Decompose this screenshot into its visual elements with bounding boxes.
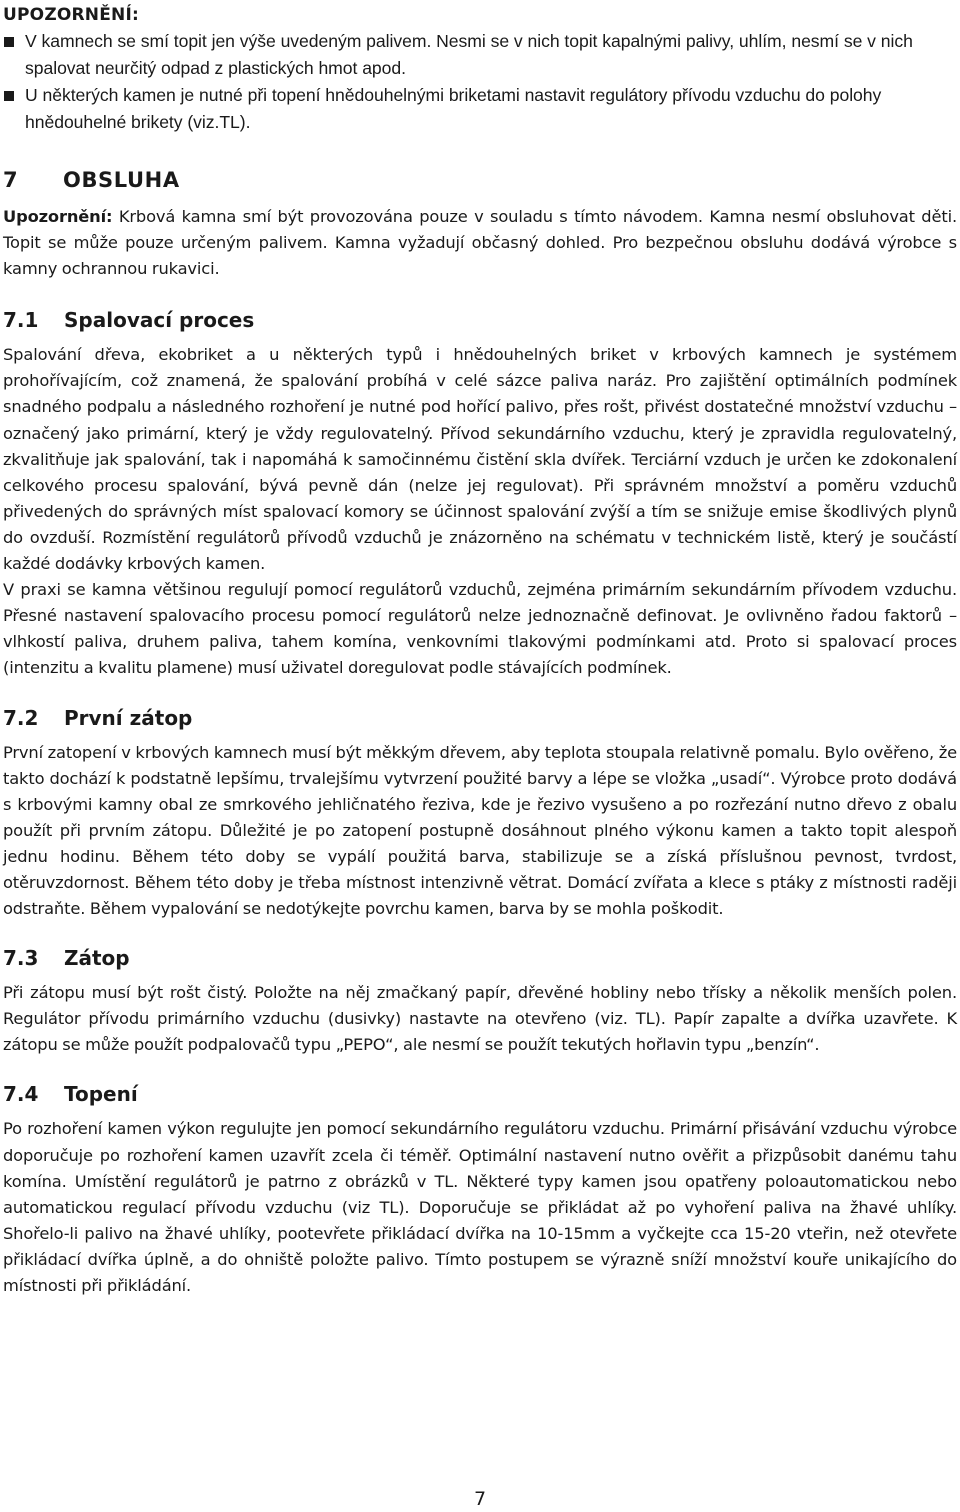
paragraph: Spalování dřeva, ekobriket a u některých typů i hnědouhelných briket v krbových kamnech je systémem prohořívajícím, což znamená, že spalování probíhá v celé sázce paliva naráz. Pro zajištění optimálních podmínek snadného podpalu a následného rozhoření je nutné pod hořící palivo, přes rošt, přivést dostatečné množství vzduchu – označený jako primární, který je vždy regulovatelný. Přívod sekundárního vzduchu, který je zpravidla regulovatelný, zkvalitňuje jak spalování, tak i napomáhá k samočinnému čistění skla dvířek. Terciární vzduch je určen ke zdokonalení celkového procesu spalování, bývá pevně dán (nelze jej regulovat). Při správném množství a poměru vzduchů přivedených do správných míst spalovací komory se účinnost spalování zvýší a tím se snižuje emise škodlivých plynů do ovzduší. Rozmístění regulátorů přívodů vzduchů je znázorněno na schématu v technickém listě, který je součástí každé dodávky krbových kamen. <box>3 345 957 574</box>
subsection-heading <box>3 1080 957 1108</box>
subsection-heading <box>3 944 957 972</box>
warning-title: UPOZORNĚNÍ: <box>3 5 139 25</box>
subsection-title: Topení <box>64 1082 138 1107</box>
section-title: OBSLUHA <box>63 168 180 192</box>
paragraph-text: Krbová kamna smí být provozována pouze v souladu s tímto návodem. Kamna nesmí obsluhovat děti. Topit se může pouze určeným palivem. Kamna vyžadují občasný dohled. Pro bezpečnou obsluhu dodává výrobce s kamny ochrannou rukavici. <box>3 207 957 279</box>
paragraph: Při zátopu musí být rošt čistý. Položte na něj zmačkaný papír, dřevěné hobliny nebo třísky a několik menších polen. Regulátor přívodu primárního vzduchu (dusivky) nastavte na otevřeno (viz. TL). Papír zapalte a dvířka uzavřete. K zátopu se může použít podpalovačů typu „PEPO“, ale nesmí se použít tekutých hořlavin typu „benzín“. <box>3 983 957 1055</box>
paragraph-lead: Upozornění: <box>3 207 113 226</box>
warning-item-text: U některých kamen je nutné při topení hnědouhelnými briketami nastavit regulátory přívodu vzduchu do polohy hnědouhelné brikety (viz.TL). <box>25 85 882 132</box>
subsection-number: 7.3 <box>3 946 39 971</box>
subsection-title: První zátop <box>64 705 193 730</box>
paragraph: V praxi se kamna většinou regulují pomocí regulátorů vzduchů, zejména primárním sekundárním přívodem vzduchu. Přesné nastavení spalovacího procesu pomocí regulátorů nelze jednoznačně definovat. Je ovlivněno řadou faktorů – vlhkostí paliva, druhem paliva, tahem komína, venkovními tlakovými podmínkami atd. Proto si spalovací proces (intenzitu a kvalitu plamene) musí uživatel doregulovat podle stávajících podmínek. <box>3 580 957 678</box>
subsection-title: Zátop <box>64 946 130 971</box>
section-heading <box>3 166 957 194</box>
warning-block <box>3 4 957 136</box>
subsection-number: 7.4 <box>3 1082 39 1107</box>
warning-item-text: V kamnech se smí topit jen výše uvedeným palivem. Nesmi se v nich topit kapalnými palivy, uhlím, nesmí se v nich spalovat neurčitý odpad z plastických hmot apod. <box>25 31 913 78</box>
square-bullet-icon <box>4 91 14 101</box>
page-number: 7 <box>473 1488 487 1510</box>
warning-list <box>3 28 957 136</box>
subsection-number: 7.1 <box>3 308 39 333</box>
paragraph: Po rozhoření kamen výkon regulujte jen pomocí sekundárního regulátoru vzduchu. Primární přisávání vzduchu výrobce doporučuje po rozhoření kamen uzavřít zcela či téměř. Optimální nastavení nutno ověřit a přizpůsobit danému tahu komína. Umístění regulátorů je patrno z obrázků v TL. Některé typy kamen jsou opatřeny poloautomatickou nebo automatickou regulací přívodu vzduchu (viz TL). Doporučuje se přikládat až po vyhoření paliva na žhavé uhlíky. Shořelo-li palivo na žhavé uhlíky, pootevřete přikládací dvířka na 10-15mm a vyčkejte cca 15-20 vteřin, než otevřete přikládací dvířka úplně, a do ohniště položte palivo. Tímto postupem se výrazně sníží množství kouře unikajícího do místnosti při přikládání. <box>3 1119 957 1295</box>
warning-item <box>3 82 957 136</box>
square-bullet-icon <box>4 37 14 47</box>
warning-item <box>3 28 957 82</box>
paragraph <box>3 204 957 282</box>
paragraph: První zatopení v krbových kamnech musí být měkkým dřevem, aby teplota stoupala relativně pomalu. Bylo ověřeno, že takto dochází k podstatně lepšímu, trvalejšímu vytvrzení použité barvy a lépe se vložka „usadí“. Výrobce proto dodává s krbovými kamny obal ze smrkového jehličnatého řeziva, kde je řezivo vysušeno a po rozřezání nutno dřevo z obalu použít při prvním zátopu. Důležité je po zatopení postupně dosáhnout plného výkonu kamen a takto topit alespoň jednu hodinu. Během této doby se vypálí použitá barva, stabilizuje se a získá příslušnou pevnost, tvrdost, otěruvzdornost. Během této doby je třeba místnost intenzivně větrat. Domácí zvířata a klece s ptáky z místnosti raději odstraňte. Během vypalování se nedotýkejte povrchu kamen, barva by se mohla poškodit. <box>3 742 957 919</box>
subsection-heading <box>3 704 957 732</box>
subsection-number: 7.2 <box>3 705 39 730</box>
subsection-title: Spalovací proces <box>64 308 255 333</box>
section-number: 7 <box>3 168 19 192</box>
subsection-heading <box>3 306 957 334</box>
